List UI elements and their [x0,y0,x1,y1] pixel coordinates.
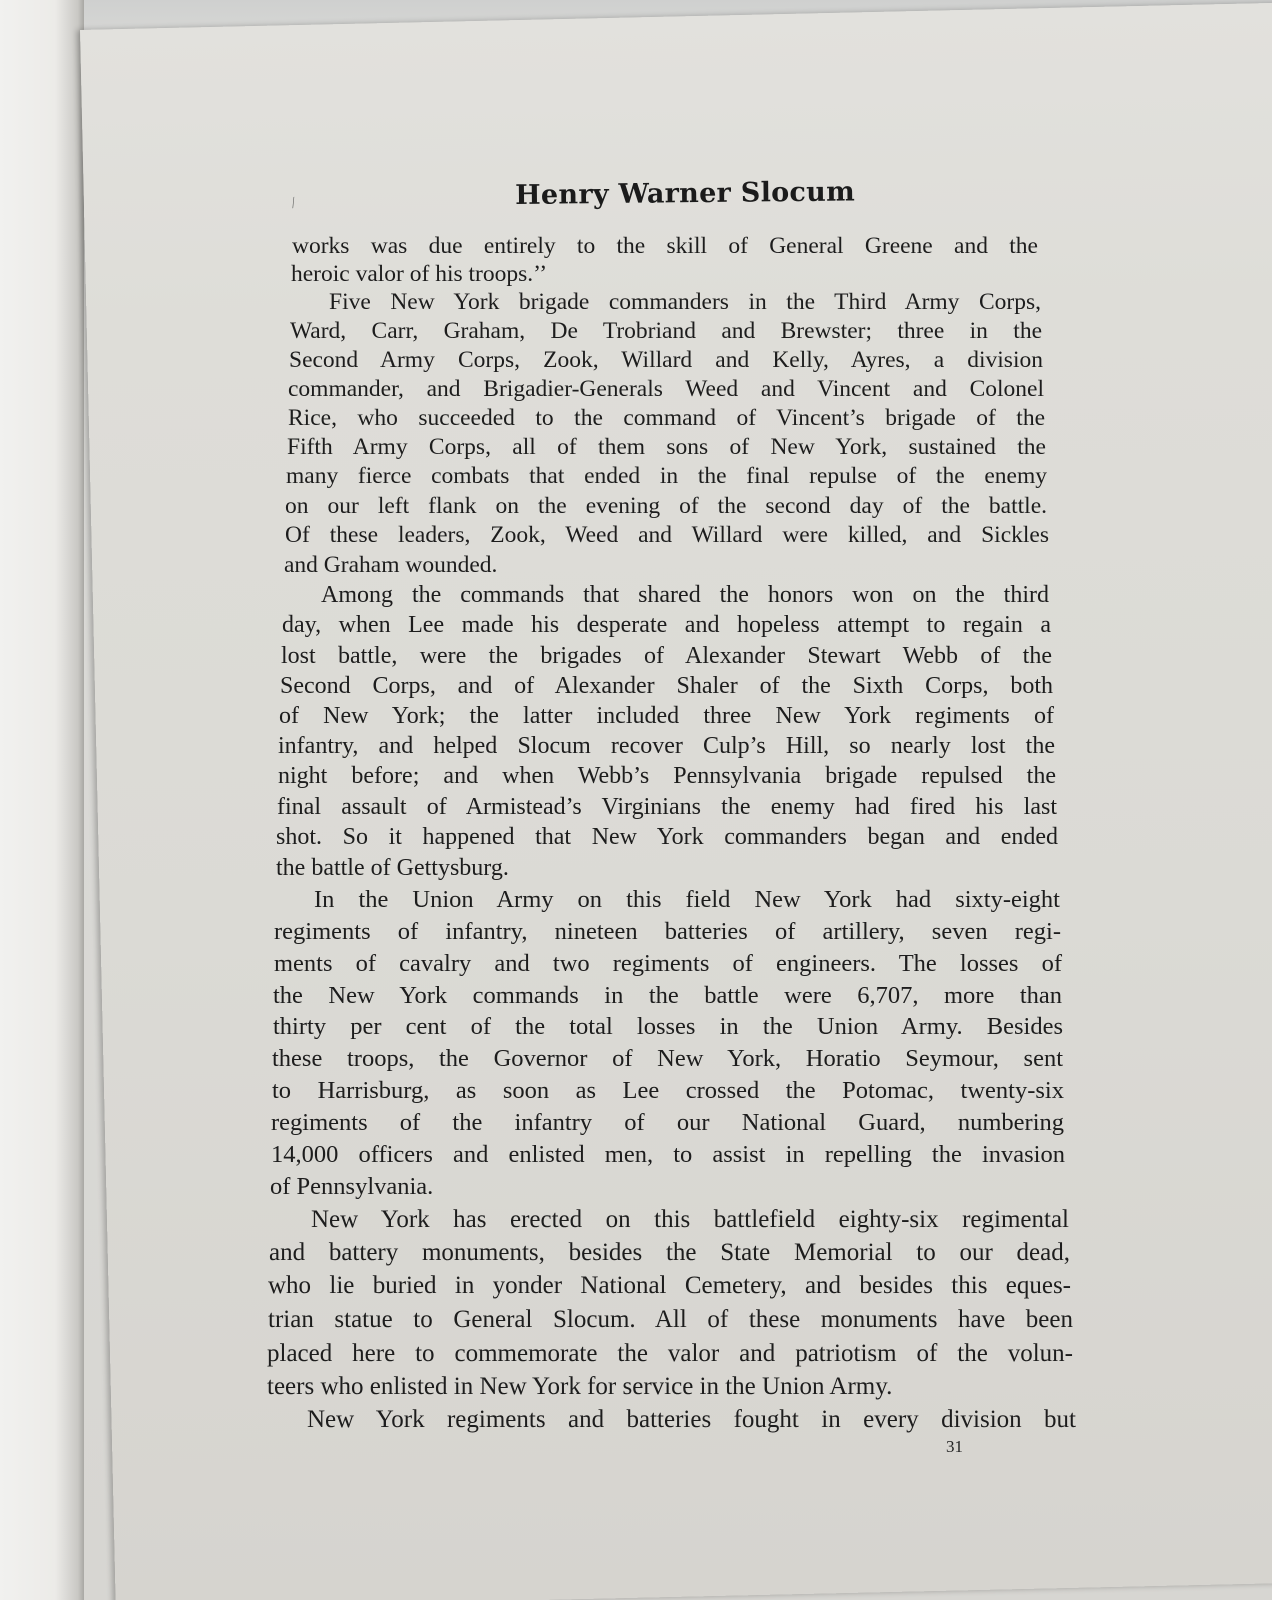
text-line: Fifth Army Corps, all of them sons of New York, sustained the [287,434,1046,460]
text-line: New York has erected on this battlefield eighty-six regimental [311,1206,1069,1233]
text-line: of Pennsylvania. [270,1173,434,1200]
text-line: the battle of Gettysburg. [276,855,509,881]
running-head: Henry Warner Slocum [515,176,856,211]
text-line: commander, and Brigadier-Generals Weed and Vincent and Colonel [288,376,1044,402]
text-line: 14,000 officers and enlisted men, to assist in repelling the invasion [271,1141,1065,1168]
text-line: ments of cavalry and two regiments of engineers. The losses of [274,950,1062,977]
pencil-mark: ⁄ [289,196,299,211]
text-line: on our left flank on the evening of the second day of the battle. [285,493,1047,519]
text-line: night before; and when Webb’s Pennsylvania brigade repulsed the [278,763,1056,789]
text-line: regiments of infantry, nineteen batteries of artillery, seven regi- [274,918,1061,945]
text-line: and battery monuments, besides the State Memorial to our dead, [269,1239,1070,1266]
text-line: the New York commands in the battle were 6,707, more than [273,982,1062,1009]
text-line: infantry, and helped Slocum recover Culp’s Hill, so nearly lost the [278,733,1055,759]
text-line: In the Union Army on this field New York had sixty-eight [314,886,1060,913]
page-number: 31 [946,1437,963,1456]
text-line: many fierce combats that ended in the final repulse of the enemy [286,463,1047,489]
text-line: Rice, who succeeded to the command of Vincent’s brigade of the [288,405,1045,431]
text-line: works was due entirely to the skill of General Greene and the [292,233,1038,259]
text-line: regiments of the infantry of our National Guard, numbering [271,1109,1064,1136]
text-line: Five New York brigade commanders in the Third Army Corps, [329,289,1041,315]
text-line: Second Army Corps, Zook, Willard and Kelly, Ayres, a division [289,347,1043,373]
text-line: lost battle, were the brigades of Alexander Stewart Webb of the [281,643,1052,669]
text-line: trian statue to General Slocum. All of these monuments have been [268,1306,1073,1333]
text-line: Of these leaders, Zook, Weed and Willard were killed, and Sickles [285,522,1049,548]
text-line: and Graham wounded. [284,552,498,578]
text-line: to Harrisburg, as soon as Lee crossed the Potomac, twenty-six [272,1077,1064,1104]
text-line: thirty per cent of the total losses in the Union Army. Besides [273,1013,1063,1040]
text-line: placed here to commemorate the valor and patriotism of the volun- [267,1340,1073,1367]
text-line: heroic valor of his troops.’’ [291,261,548,287]
text-line: these troops, the Governor of New York, Horatio Seymour, sent [272,1045,1063,1072]
text-line: Ward, Carr, Graham, De Trobriand and Brewster; three in the [290,318,1042,344]
text-line: day, when Lee made his desperate and hopeless attempt to regain a [282,612,1051,638]
text-line: Second Corps, and of Alexander Shaler of the Sixth Corps, both [280,673,1053,699]
text-line: of New York; the latter included three New York regiments of [279,703,1054,729]
text-line: Among the commands that shared the honors won on the third [321,582,1049,608]
text-line: final assault of Armistead’s Virginians the enemy had fired his last [277,794,1057,820]
text-line: who lie buried in yonder National Cemetery, and besides this eques- [268,1272,1071,1299]
text-line: shot. So it happened that New York commanders began and ended [276,824,1058,850]
text-line: teers who enlisted in New York for service in the Union Army. [267,1373,893,1400]
text-line: New York regiments and batteries fought in every division but [307,1406,1076,1433]
